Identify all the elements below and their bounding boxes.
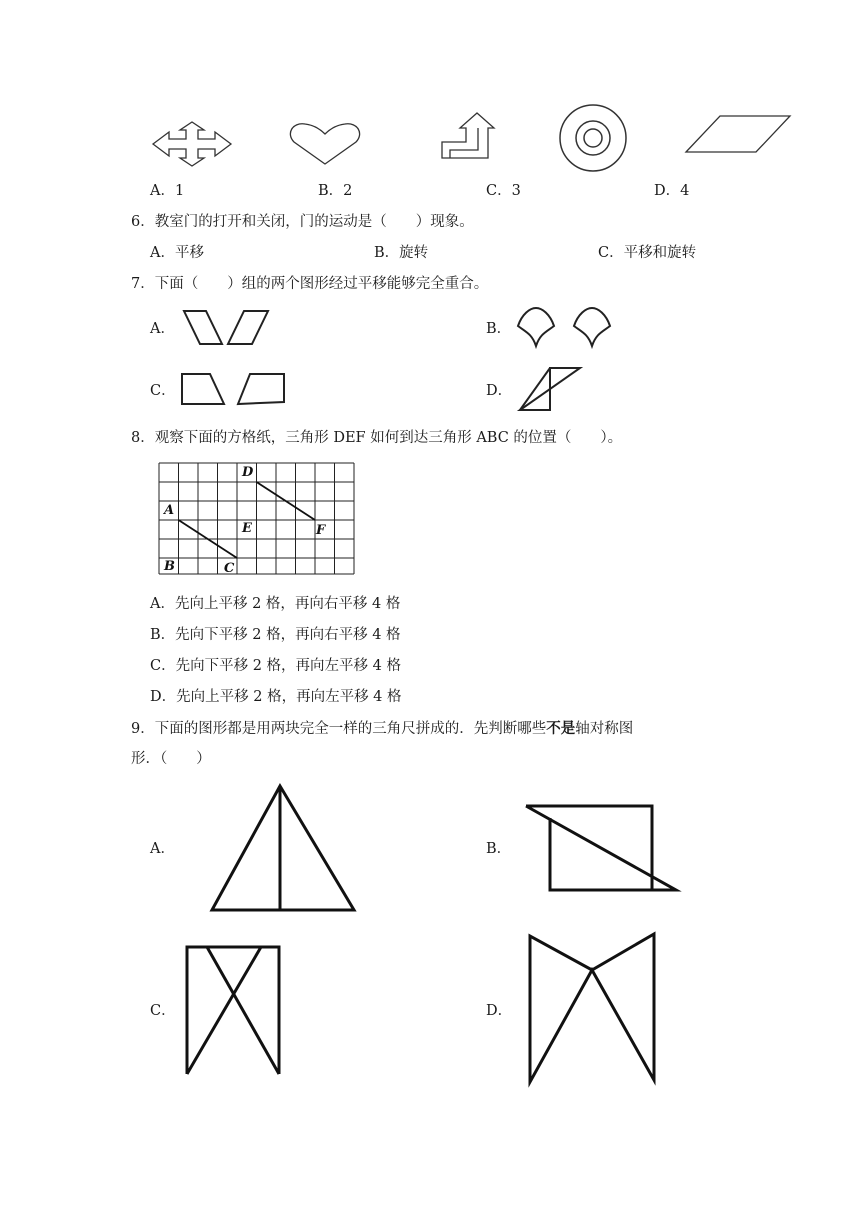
q9-figure-d — [524, 930, 660, 1086]
q7-stem: 7．下面（ ）组的两个图形经过平移能够完全重合。 — [131, 276, 489, 292]
q6-option-a[interactable]: A．平移 — [150, 245, 204, 261]
q5-shape-double-arrow-cross — [150, 120, 234, 168]
q7-figure-c — [178, 370, 290, 408]
q5-option-c[interactable]: C．3 — [486, 183, 521, 199]
q8-stem: 8．观察下面的方格纸，三角形 DEF 如何到达三角形 ABC 的位置（ ）。 — [131, 430, 623, 446]
q5-shape-ring — [556, 104, 630, 172]
q9-label-c[interactable]: C． — [150, 1003, 176, 1019]
q9-stem-part2: 轴对称图 — [575, 721, 634, 737]
q8-point-b: B — [164, 559, 175, 574]
q9-stem-part1: 9．下面的图形都是用两块完全一样的三角尺拼成的．先判断哪些 — [131, 721, 547, 737]
q7-label-a[interactable]: A． — [150, 321, 175, 337]
q5-shape-heart — [288, 120, 362, 168]
q5-option-a[interactable]: A．1 — [150, 183, 185, 199]
q7-figure-a — [180, 308, 272, 348]
q8-option-d[interactable]: D．先向上平移 2 格，再向左平移 4 格 — [150, 689, 402, 705]
q5-shape-bent-arrow — [438, 110, 498, 162]
q9-figure-c — [182, 944, 284, 1078]
q7-label-b[interactable]: B． — [486, 321, 512, 337]
q8-point-d: D — [242, 465, 254, 480]
q6-option-c[interactable]: C．平移和旋转 — [598, 245, 697, 261]
q9-stem-bold: 不是 — [546, 720, 576, 737]
q9-stem-line1 — [131, 720, 633, 738]
q9-figure-a — [208, 782, 358, 914]
q8-option-c[interactable]: C．先向下平移 2 格，再向左平移 4 格 — [150, 658, 401, 674]
q5-shape-parallelogram — [684, 114, 792, 154]
q9-label-b[interactable]: B． — [486, 841, 512, 857]
q7-label-c[interactable]: C． — [150, 383, 176, 399]
q7-label-d[interactable]: D． — [486, 383, 513, 399]
q8-grid-figure — [158, 462, 358, 578]
q9-label-a[interactable]: A． — [150, 841, 175, 857]
q5-option-b[interactable]: B．2 — [318, 183, 353, 199]
q6-stem: 6．教室门的打开和关闭，门的运动是（ ）现象。 — [131, 214, 474, 230]
q7-figure-b — [514, 304, 616, 350]
q9-label-d[interactable]: D． — [486, 1003, 513, 1019]
q9-figure-b — [520, 802, 680, 896]
q8-point-a: A — [164, 503, 175, 518]
q8-point-e: E — [242, 521, 252, 536]
q9-stem-line2: 形．（ ） — [131, 751, 211, 767]
q7-figure-d — [516, 364, 586, 414]
q8-point-f: F — [316, 523, 326, 538]
q6-option-b[interactable]: B．旋转 — [374, 245, 429, 261]
q5-option-d[interactable]: D．4 — [654, 183, 690, 199]
q8-point-c: C — [224, 561, 235, 576]
q8-option-b[interactable]: B．先向下平移 2 格，再向右平移 4 格 — [150, 627, 401, 643]
q8-option-a[interactable]: A．先向上平移 2 格，再向右平移 4 格 — [150, 596, 401, 612]
